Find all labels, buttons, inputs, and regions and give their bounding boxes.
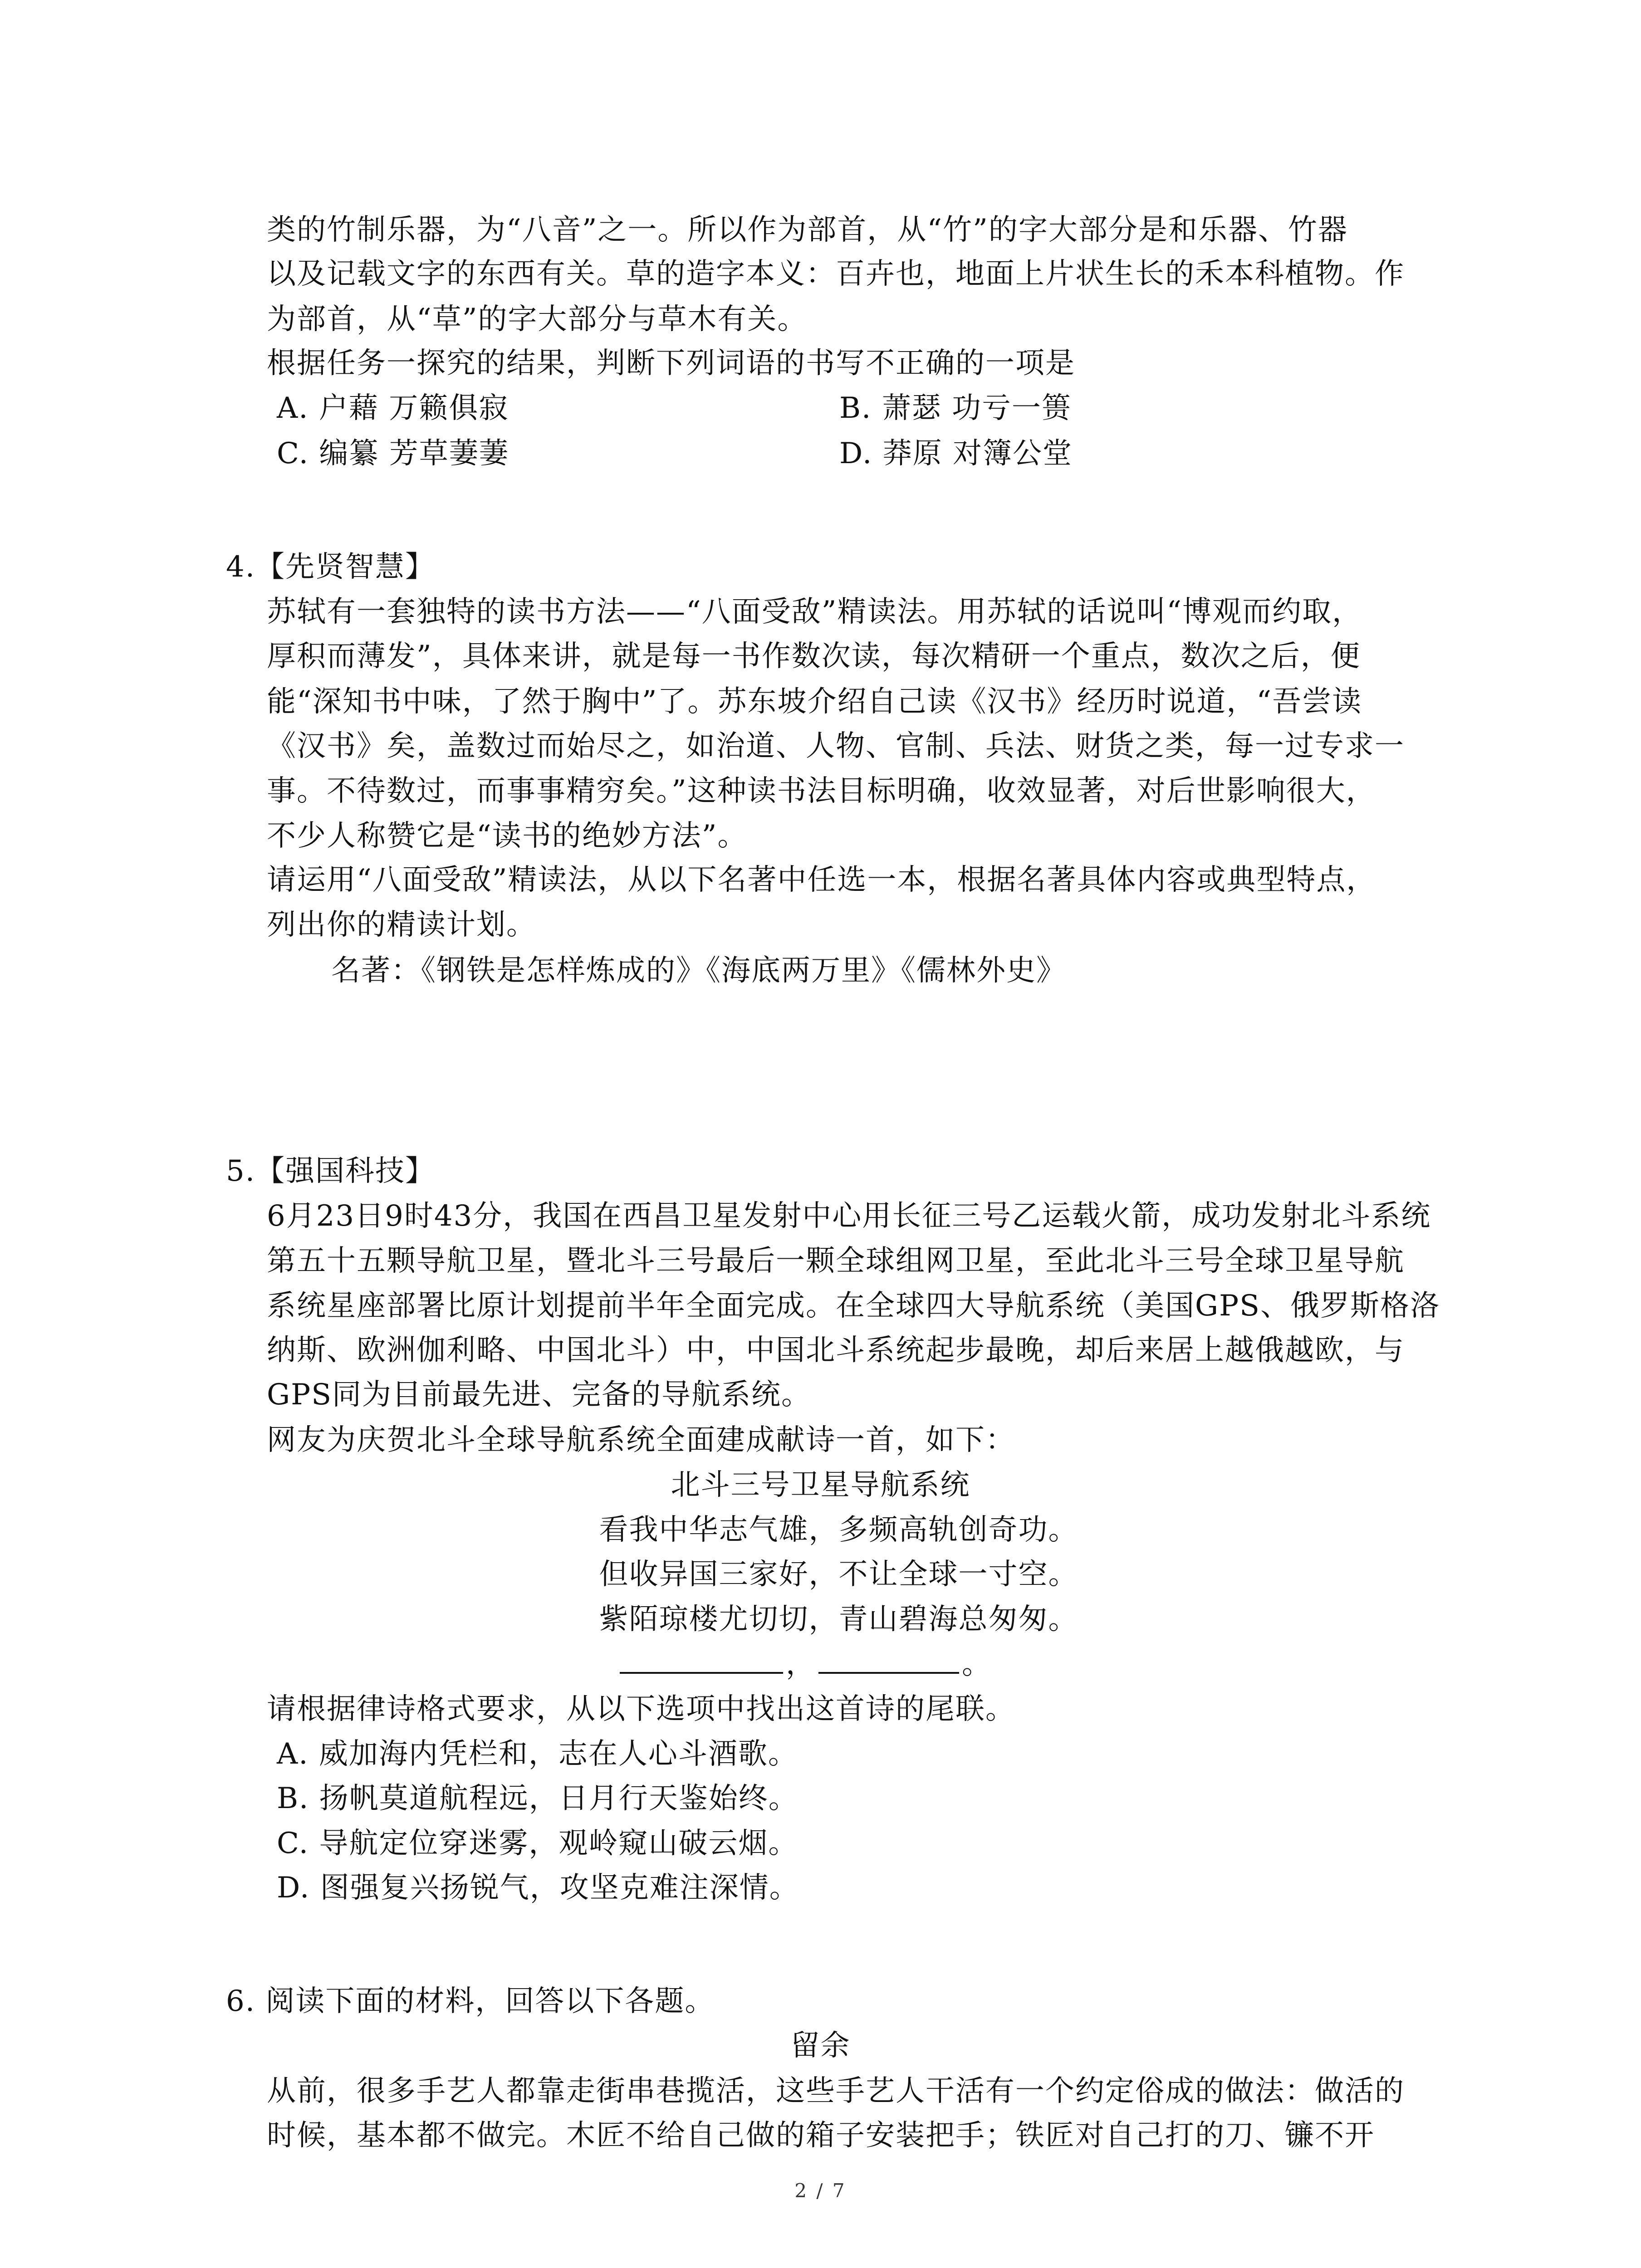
s3-line-2: 以及记载文字的东西有关。草的造字本义：百卉也，地面上片状生长的禾本科植物。作 [267, 257, 1405, 291]
poem-title: 北斗三号卫星导航系统 [671, 1468, 970, 1502]
q5-option-d: D. 图强复兴扬锐气，攻坚克难注深情。 [277, 1871, 799, 1905]
q5-line-6: 网友为庆贺北斗全球导航系统全面建成献诗一首，如下： [267, 1423, 1015, 1457]
q4-line-1: 苏轼有一套独特的读书方法——“八面受敌”精读法。用苏轼的话说叫“博观而约取， [267, 595, 1362, 629]
q5-instruction: 请根据律诗格式要求，从以下选项中找出这首诗的尾联。 [267, 1692, 1015, 1726]
poem-line-2: 但收异国三家好，不让全球一寸空。 [599, 1558, 1078, 1591]
s3-option-c: C. 编纂 芳草萋萋 [277, 437, 509, 470]
page-number: 2 / 7 [794, 2180, 847, 2202]
q6-title: 留余 [790, 2029, 851, 2063]
q4-heading: 4.【先贤智慧】 [226, 550, 436, 584]
q5-option-a: A. 威加海内凭栏和，志在人心斗酒歌。 [277, 1737, 798, 1771]
s3-option-b: B. 萧瑟 功亏一篑 [839, 391, 1072, 425]
q5-line-1: 6月23日9时43分，我国在西昌卫星发射中心用长征三号乙运载火箭，成功发射北斗系统 [267, 1199, 1431, 1233]
q4-line-2: 厚积而薄发”，具体来讲，就是每一书作数次读，每次精研一个重点，数次之后，便 [267, 640, 1361, 673]
q4-line-5: 事。不待数过，而事事精穷矣。”这种读书法目标明确，收效显著，对后世影响很大， [267, 774, 1376, 808]
q4-line-7: 请运用“八面受敌”精读法，从以下名著中任选一本，根据名著具体内容或典型特点， [267, 863, 1376, 897]
poem-blank-1 [620, 1672, 783, 1674]
q4-line-6: 不少人称赞它是“读书的绝妙方法”。 [267, 819, 748, 853]
q5-line-2: 第五十五颗导航卫星，暨北斗三号最后一颗全球组网卫星，至此北斗三号全球卫星导航 [267, 1244, 1405, 1278]
q6-heading: 6. 阅读下面的材料，回答以下各题。 [226, 1984, 715, 2018]
q4-line-8: 列出你的精读计划。 [267, 908, 536, 942]
poem-blank-end: 。 [962, 1647, 992, 1681]
s3-line-1: 类的竹制乐器，为“八音”之一。所以作为部首，从“竹”的字大部分是和乐器、竹器 [267, 213, 1348, 247]
s3-question: 根据任务一探究的结果，判断下列词语的书写不正确的一项是 [267, 347, 1075, 380]
q5-heading: 5.【强国科技】 [226, 1154, 436, 1188]
poem-blank-line [617, 1647, 992, 1681]
q4-line-3: 能“深知书中味，了然于胸中”了。苏东坡介绍自己读《汉书》经历时说道，“吾尝读 [267, 685, 1362, 719]
q5-line-4: 纳斯、欧洲伽利略、中国北斗）中，中国北斗系统起步最晚，却后来居上越俄越欧，与 [267, 1334, 1405, 1367]
poem-blank-2 [818, 1672, 959, 1674]
q4-line-4: 《汉书》矣，盖数过而始尽之，如治道、人物、官制、兵法、财货之类，每一过专求一 [267, 729, 1405, 763]
poem-line-3: 紫陌琼楼尤切切，青山碧海总匆匆。 [599, 1603, 1078, 1636]
poem-blank-separator: ， [786, 1647, 816, 1681]
s3-option-a: A. 户藉 万籁俱寂 [277, 391, 509, 425]
q5-line-5: GPS同为目前最先进、完备的导航系统。 [267, 1378, 812, 1412]
poem-line-1: 看我中华志气雄，多频高轨创奇功。 [599, 1513, 1078, 1547]
q5-line-3: 系统星座部署比原计划提前半年全面完成。在全球四大导航系统（美国GPS、俄罗斯格洛 [267, 1289, 1440, 1323]
q6-line-2: 时候，基本都不做完。木匠不给自己做的箱子安装把手；铁匠对自己打的刀、镰不开 [267, 2119, 1375, 2152]
s3-option-d: D. 莽原 对簿公堂 [839, 437, 1073, 470]
q5-option-b: B. 扬帆莫道航程远，日月行天鉴始终。 [277, 1782, 798, 1815]
q5-option-c: C. 导航定位穿迷雾，观岭窥山破云烟。 [277, 1827, 798, 1860]
q6-line-1: 从前，很多手艺人都靠走街串巷揽活，这些手艺人干活有一个约定俗成的做法：做活的 [267, 2074, 1405, 2108]
s3-line-3: 为部首，从“草”的字大部分与草木有关。 [267, 303, 808, 336]
q4-books: 名著：《钢铁是怎样炼成的》《海底两万里》《儒林外史》 [331, 954, 1066, 987]
